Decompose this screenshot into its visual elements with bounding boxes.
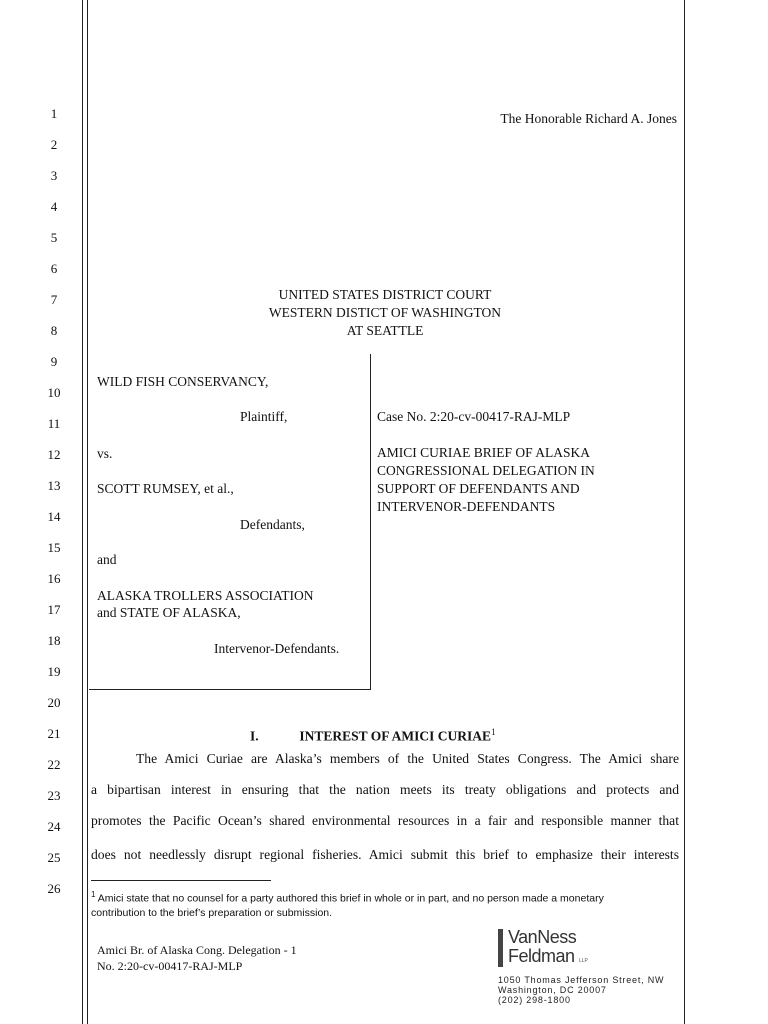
- footer-doc-title: Amici Br. of Alaska Cong. Delegation - 1: [97, 943, 297, 957]
- court-name: UNITED STATES DISTRICT COURT: [278, 287, 492, 302]
- line-number: 7: [50, 292, 58, 307]
- body-line: promotes the Pacific Ocean’s shared environmental resources in a fair and responsible manner that: [91, 813, 679, 828]
- line-number: 10: [47, 385, 61, 400]
- section-numeral: I.: [250, 728, 259, 744]
- body-line: does not needlessly disrupt regional fisheries. Amici submit this brief to emphasize their interests: [91, 847, 679, 862]
- footnote-ref: 1: [491, 727, 496, 737]
- footnote-text-line2: contribution to the brief’s preparation or submission.: [91, 906, 333, 919]
- line-number: 4: [50, 199, 58, 214]
- line-number: 22: [47, 757, 61, 772]
- court-heading: [91, 286, 679, 340]
- footnote: [91, 888, 681, 920]
- line-number: 2: [50, 137, 58, 152]
- footer-doc-info: [97, 942, 297, 974]
- line-number: 11: [47, 416, 61, 431]
- line-number: 14: [47, 509, 61, 524]
- intervenor-name-line1: ALASKA TROLLERS ASSOCIATION: [97, 588, 314, 603]
- footer-case-number: No. 2:20-cv-00417-RAJ-MLP: [97, 959, 243, 973]
- address-street: 1050 Thomas Jefferson Street, NW: [498, 975, 665, 985]
- address-city: Washington, DC 20007: [498, 985, 607, 995]
- line-number: 25: [47, 850, 61, 865]
- logo-suffix: LLP: [578, 958, 588, 964]
- case-title-line: SUPPORT OF DEFENDANTS AND: [377, 481, 580, 496]
- line-number-26: 26: [47, 881, 61, 896]
- line-number: 20: [47, 695, 61, 710]
- line-number: 6: [50, 261, 58, 276]
- line-number: 17: [47, 602, 61, 617]
- footnote-text-line1: Amici state that no counsel for a party authored this brief in whole or in part, and no person made a monetary: [97, 892, 604, 905]
- line-number: 1: [50, 106, 58, 121]
- court-district: WESTERN DISTICT OF WASHINGTON: [268, 305, 502, 320]
- section-heading: [250, 723, 496, 746]
- defendant-name: SCOTT RUMSEY, et al.,: [97, 481, 234, 496]
- line-number: 24: [47, 819, 61, 834]
- versus: vs.: [97, 446, 113, 461]
- court-location: AT SEATTLE: [346, 323, 424, 338]
- line-number: 19: [47, 664, 61, 679]
- logo-bar: [498, 929, 503, 967]
- line-number: 21: [47, 726, 61, 741]
- plaintiff-role: Plaintiff,: [240, 409, 288, 424]
- plaintiff-name: WILD FISH CONSERVANCY,: [97, 374, 269, 389]
- intervenor-role: Intervenor-Defendants.: [214, 641, 340, 656]
- defendant-role: Defendants,: [240, 517, 305, 532]
- line-number: 12: [47, 447, 61, 462]
- body-line: The Amici Curiae are Alaska’s members of the United States Congress. The Amici share: [136, 751, 679, 766]
- line-number: 18: [47, 633, 61, 648]
- right-margin-rule: [684, 0, 685, 1024]
- line-number: 15: [47, 540, 61, 555]
- line-number: 8: [50, 323, 58, 338]
- case-title-line: INTERVENOR-DEFENDANTS: [377, 499, 556, 514]
- case-title-line: AMICI CURIAE BRIEF OF ALASKA: [377, 445, 591, 460]
- line-number: 13: [47, 478, 61, 493]
- left-margin-rule-inner: [87, 0, 88, 1024]
- line-number: 9: [50, 354, 58, 369]
- case-title: [377, 444, 595, 516]
- footnote-separator: [91, 880, 271, 881]
- intervenor-name-line2: and STATE OF ALASKA,: [97, 605, 241, 620]
- line-number: 3: [50, 168, 58, 183]
- firm-phone: (202) 298-1800: [498, 995, 571, 1005]
- logo-text-line2: Feldman: [508, 946, 575, 966]
- judge-name: The Honorable Richard A. Jones: [500, 111, 677, 126]
- line-number: 16: [47, 571, 61, 586]
- body-line: a bipartisan interest in ensuring that the nation meets its treaty obligations and protects and: [91, 782, 679, 797]
- case-title-line: CONGRESSIONAL DELEGATION IN: [377, 463, 595, 478]
- case-number: Case No. 2:20-cv-00417-RAJ-MLP: [377, 409, 571, 424]
- line-number: 5: [50, 230, 58, 245]
- footnote-marker: 1: [91, 890, 96, 899]
- left-margin-rule-outer: [82, 0, 83, 1024]
- firm-address: [498, 975, 664, 1005]
- line-number: 23: [47, 788, 61, 803]
- and-text: and: [97, 552, 117, 567]
- logo-text-line1: VanNess: [508, 927, 577, 947]
- section-title: INTEREST OF AMICI CURIAE: [299, 728, 492, 744]
